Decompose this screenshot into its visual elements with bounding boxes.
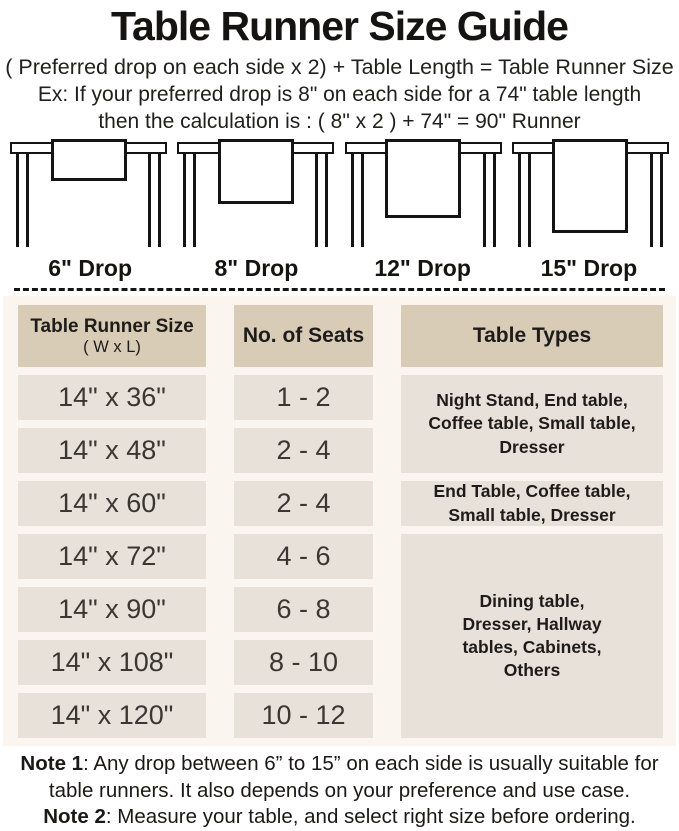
size-cell: 14" x 120" <box>18 693 206 738</box>
table-types-group-large: Dining table, Dresser, Hallway tables, Cabinets, Others <box>401 534 663 738</box>
runner-illustration <box>218 139 294 204</box>
seats-cell: 10 - 12 <box>234 693 373 738</box>
table-diagram-6-drop <box>7 138 170 248</box>
note-2 <box>8 804 671 831</box>
table-leg-left <box>16 154 29 247</box>
example-line-2: then the calculation is : ( 8" x 2 ) + 74" = 90" Runner <box>98 110 581 133</box>
table-diagram-8-drop <box>174 138 337 248</box>
table-types-group-small: Night Stand, End table, Coffee table, Small table, Dresser <box>401 375 663 473</box>
page-title: Table Runner Size Guide <box>111 3 568 49</box>
runner-illustration <box>51 139 127 181</box>
note-2-label: Note 2 <box>43 805 106 828</box>
size-cell: 14" x 90" <box>18 587 206 632</box>
runner-illustration <box>552 139 628 233</box>
runner-illustration <box>385 139 461 218</box>
seats-cell: 8 - 10 <box>234 640 373 685</box>
drop-label-12: 12" Drop <box>374 254 471 281</box>
drop-labels-row <box>0 248 679 288</box>
table-leg-right <box>148 154 161 247</box>
drop-diagrams <box>0 135 679 248</box>
drop-label-6: 6" Drop <box>48 254 132 281</box>
size-cell: 14" x 60" <box>18 481 206 526</box>
table-leg-right <box>650 154 663 247</box>
seats-cell: 6 - 8 <box>234 587 373 632</box>
seats-cell: 2 - 4 <box>234 481 373 526</box>
notes-section <box>0 746 679 831</box>
header-table-types-title: Table Types <box>472 324 592 347</box>
note-1 <box>8 751 671 804</box>
table-leg-left <box>351 154 364 247</box>
size-cell: 14" x 36" <box>18 375 206 420</box>
formula-line: ( Preferred drop on each side x 2) + Table Length = Table Runner Size <box>5 55 674 79</box>
table-leg-left <box>183 154 196 247</box>
table-leg-left <box>518 154 531 247</box>
example-line-1: Ex: If your preferred drop is 8" on each side for a 74" table length <box>37 83 642 106</box>
size-table <box>18 305 663 738</box>
header-runner-size-title: Table Runner Size <box>30 315 194 337</box>
drop-label-8: 8" Drop <box>214 254 299 281</box>
header-seats-title: No. of Seats <box>242 324 365 347</box>
column-header-table-types <box>401 305 663 367</box>
table-diagram-15-drop <box>509 138 672 248</box>
size-cell: 14" x 108" <box>18 640 206 685</box>
note-1-text: : Any drop between 6” to 15” on each side is usually suitable for table runners. It also depends on your preference and use case. <box>48 752 659 802</box>
column-header-runner-size <box>18 305 206 367</box>
table-leg-right <box>483 154 496 247</box>
dashed-divider <box>14 288 665 291</box>
size-table-section <box>3 296 676 746</box>
column-header-seats <box>234 305 373 367</box>
table-types-group-medium: End Table, Coffee table, Small table, Dresser <box>401 481 663 526</box>
seats-cell: 2 - 4 <box>234 428 373 473</box>
seats-cell: 4 - 6 <box>234 534 373 579</box>
table-leg-right <box>315 154 328 247</box>
drop-label-15: 15" Drop <box>540 254 638 281</box>
header-runner-size-subtitle: ( W x L) <box>83 337 141 356</box>
note-2-text: : Measure your table, and select right size before ordering. <box>105 805 636 828</box>
note-1-label: Note 1 <box>20 752 84 775</box>
size-cell: 14" x 48" <box>18 428 206 473</box>
seats-cell: 1 - 2 <box>234 375 373 420</box>
table-diagram-12-drop <box>342 138 505 248</box>
size-cell: 14" x 72" <box>18 534 206 579</box>
